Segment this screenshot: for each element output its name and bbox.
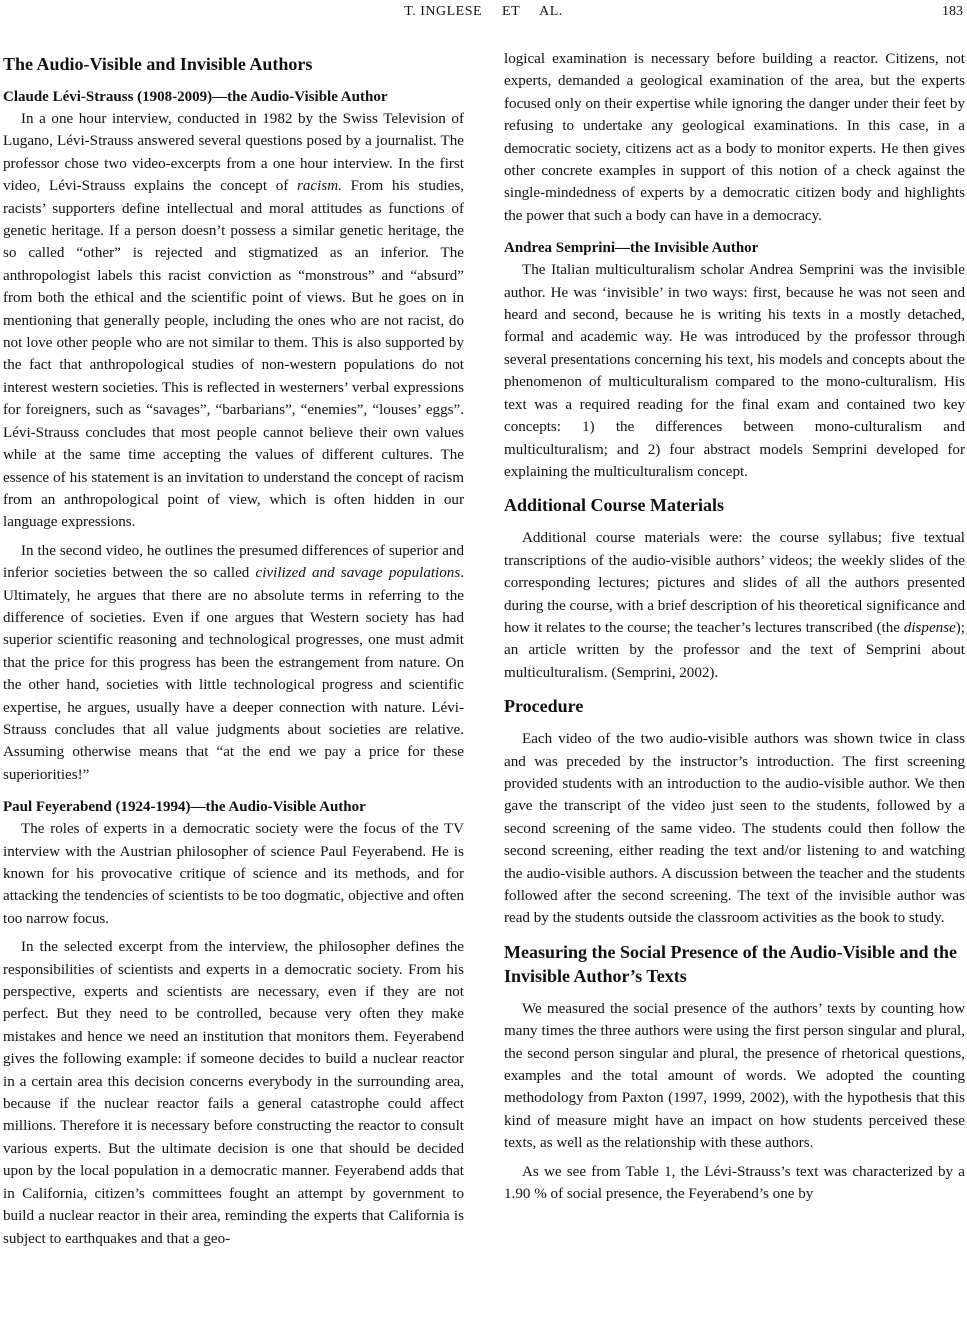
paragraph-feyerabend-1: The roles of experts in a democratic society were the focus of the TV interview with the Austrian philosopher of science Paul Feyerabend. He is known for his provocative critique of science and its methods, and for attacking the tendencies of scientists to be too dogmatic, objective and often too narrow focus. [3,821,464,927]
section-title-course-materials: Additional Course Materials [504,495,724,516]
paragraph-course-materials: Additional course materials were: the course syllabus; five textual transcriptions of the audio-visible authors’ videos; the weekly slides of the corresponding lectures; pictures and slides of all the authors presented during the course, with a brief description of his theoretical significance and how it relates to the course; the teacher’s lectures transcribed (the dispense); an article written by the professor and the text of Semprini about multiculturalism. (Semprini, 2002). [504,530,965,681]
left-column [3,48,464,1256]
section-title-social-presence: Measuring the Social Presence of the Audio-Visible and the Invisible Author’s Texts [504,941,957,986]
subsection-title-levi-strauss: Claude Lévi-Strauss (1908-2009)—the Audio-Visible Author [3,89,388,105]
paragraph-procedure: Each video of the two audio-visible authors was shown twice in class and was preceded by the instructor’s introduction. The first screening provided students with an introduction to the audio-visible author. We then gave the transcript of the video just seen to the students, followed by a second screening of the same video. The students could then follow the second screening, either reading the text and/or listening to and watching the audio-visible authors. A discussion between the teacher and the students followed after the second screening. The text of the invisible author was read by the students outside the classroom activities as the book to study. [504,731,965,927]
running-head-authors: T. INGLESE ET AL. [404,4,563,19]
paragraph-social-presence-1: We measured the social presence of the authors’ texts by counting how many times the three authors were using the first person singular and plural, the second person singular and plural, the presence of rhetorical questions, examples and the total amount of words. We adopted the counting methodology from Paxton (1997, 1999, 2002), with the hypothesis that this kind of measure might have an impact on how students perceived these texts, as well as the relationship with these authors. [504,1000,965,1152]
running-head [0,4,967,28]
paragraph-levi-strauss-2: In the second video, he outlines the presumed differences of superior and inferior societies between the so called civilized and savage populations. Ultimately, he argues that there are no absolute terms in referring to the difference of societies. Even if one argues that Western society has had superior scientific reasoning and technological progresses, one must admit that the price for this progress has been the estrangement from nature. On the other hand, societies with little technological progress and scientific expertise, he argues, usually have a deeper connection with nature. Lévi-Strauss concludes that all value judgments about societies are relative. Assuming otherwise means that “at the end we pay a price for these superiorities!” [3,542,464,783]
paragraph-feyerabend-2: In the selected excerpt from the interview, the philosopher defines the responsibilities of scientists and experts in a democratic society. From his perspective, experts and scientists are necessary, even if they are not perfect. But they need to be controlled, because very often they make mistakes and hence we need an institution that monitors them. Feyerabend gives the following example: if someone decides to build a nuclear reactor in a certain area this decision concerns everybody in the surrounding area, because if the nuclear reactor fails a general catastrophe could affect millions. Therefore it is necessary before constructing the reactor to consult various experts. But the ultimate decision is one that should be decided upon by the local population in a democratic manner. Feyerabend adds that in California, citizen’s committees fought an attempt by government to build a nuclear reactor in their area, reminding the experts that California is subject to earthquakes and that a geo- [3,939,464,1247]
paragraph-semprini: The Italian multiculturalism scholar Andrea Semprini was the invisible author. He was ‘invisible’ in two ways: first, because he was not seen and heard and second, because he is writing his texts in a mostly detached, formal and academic way. He was introduced by the professor through several presentations concerning his text, his models and concepts about the phenomenon of multiculturalism compared to the mono-culturalism. His text was a required reading for the final exam and contained two key concepts: 1) the differences between mono-culturalism and multiculturalism; and 2) four abstract models Semprini developed for explaining the multiculturalism concept. [504,262,965,480]
section-title-authors: The Audio-Visible and Invisible Authors [3,54,313,74]
paragraph-social-presence-2: As we see from Table 1, the Lévi-Strauss’s text was characterized by a 1.90 % of social presence, the Feyerabend’s one by [504,1163,965,1203]
subsection-title-feyerabend: Paul Feyerabend (1924-1994)—the Audio-Visible Author [3,799,366,816]
page-number: 183 [942,4,963,19]
paragraph-levi-strauss-1: In a one hour interview, conducted in 1982 by the Swiss Television of Lugano, Lévi-Strauss answered several questions posed by a journalist. The professor chose two video-excerpts from a one hour interview. In the first video, Lévi-Strauss explains the concept of racism. From his studies, racists’ supporters define intellectual and moral attitudes as functions of genetic heritage. If a person doesn’t possess a similar genetic heritage, the so called “other” is rejected and stigmatized as an inferior. The anthropologist labels this racist conviction as “monstrous” and “absurd” from both the ethical and the scientific point of views. But he goes on in mentioning that generally people, including the ones who are not racist, do not love other people who are not similar to them. This is also supported by the fact that anthropological studies of non-western populations do not interest western societies. This is reflected in westerners’ verbal expressions for foreigners, such as “savages”, “barbarians”, “enemies”, “louses’ eggs”. Lévi-Strauss concludes that most people cannot believe their own values while at the same time accepting the values of different cultures. The essence of his statement is an invitation to understand the concept of racism from an anthropological point of view, which is often hidden in our language expressions. [3,111,464,531]
subsection-title-semprini: Andrea Semprini—the Invisible Author [504,240,759,257]
section-title-procedure: Procedure [504,696,584,717]
paragraph-feyerabend-continued: logical examination is necessary before building a reactor. Citizens, not experts, demanded a geological examination of the area, but the experts focused only on their expertise while ignoring the danger under their feet by refusing to undertake any geological examinations. In this case, in a democratic society, citizens act as a body to monitor experts. He then gives other concrete examples in support of this notion of a check against the single-mindedness of experts by a democratic citizen body and highlights the power that such a body can have in a democracy. [504,51,965,224]
right-column [504,48,965,1211]
